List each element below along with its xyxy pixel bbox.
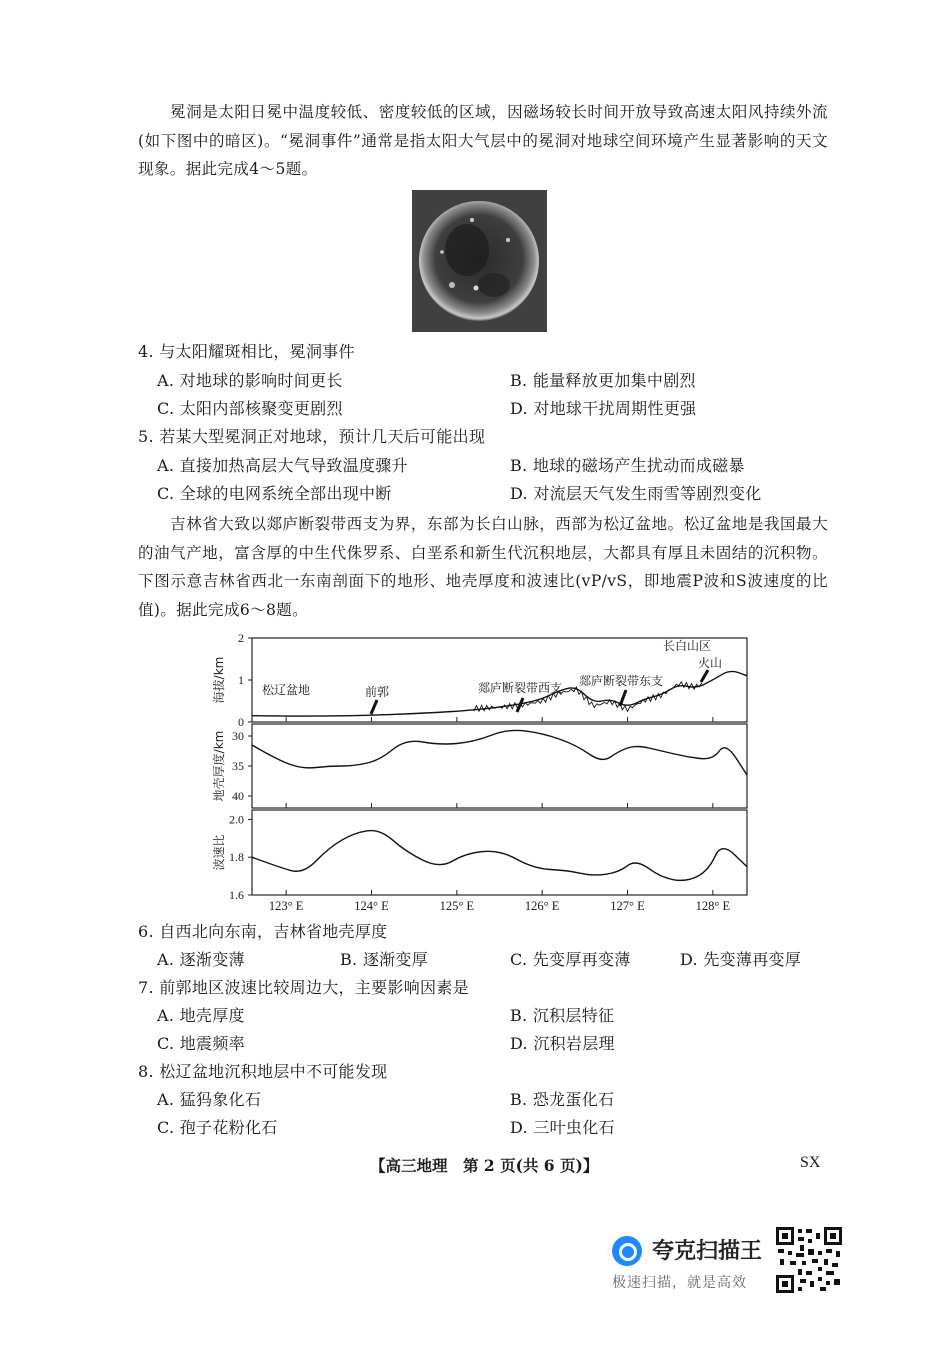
elevation-ytick-label: 0 <box>238 715 244 729</box>
crust_thickness-ytick-label: 40 <box>232 789 244 803</box>
question-6-option-a[interactable]: A. 逐渐变薄 <box>157 950 245 969</box>
question-7-option-c[interactable]: C. 地震频率 <box>157 1034 245 1053</box>
vp_vs_ratio-ytick-label: 1.6 <box>229 888 244 902</box>
annotation-arrow <box>371 700 377 714</box>
question-5-option-b[interactable]: B. 地球的磁场产生扰动而成磁暴 <box>510 456 745 475</box>
elevation-ylabel: 海拔/km <box>212 656 226 704</box>
question-8-stem: 8. 松辽盆地沉积地层中不可能发现 <box>138 1062 388 1081</box>
crust_thickness-ylabel: 地壳厚度/km <box>212 730 226 802</box>
vp_vs_ratio-ytick-label: 1.8 <box>229 850 244 865</box>
elevation-ytick-label: 1 <box>238 673 244 687</box>
crust_thickness-series-line <box>252 730 747 775</box>
question-8-option-c[interactable]: C. 孢子花粉化石 <box>157 1118 278 1137</box>
vp_vs_ratio-ytick-label: 2.0 <box>229 812 244 827</box>
annotation-label: 松辽盆地 <box>262 683 311 697</box>
annotation-arrow <box>701 670 708 682</box>
question-8-option-d[interactable]: D. 三叶虫化石 <box>510 1118 615 1137</box>
passage-coronal-hole <box>138 98 828 184</box>
question-7-option-b[interactable]: B. 沉积层特征 <box>510 1006 615 1025</box>
question-6-option-b[interactable]: B. 逐渐变厚 <box>340 950 429 969</box>
question-6-stem: 6. 自西北向东南，吉林省地壳厚度 <box>138 922 388 941</box>
passage-coronal-hole-text: 冕洞是太阳日冕中温度较低、密度较低的区域，因磁场较长时间开放导致高速太阳风持续外流(如下图中的暗区)。“冕洞事件”通常是指太阳大气层中的冕洞对地球空间环境产生显著影响的天文现象。据此完成4～5题。 <box>138 103 828 178</box>
passage-jilin-text: 吉林省大致以郯庐断裂带西支为界，东部为长白山脉，西部为松辽盆地。松辽盆地是我国最大的油气产地，富含厚的中生代侏罗系、白垩系和新生代沉积地层，大都具有厚且未固结的沉积物。下图示意吉林省西北一东南剖面下的地形、地壳厚度和波速比(vP/vS，即地震P波和S波速度的比值)。据此完成6～8题。 <box>138 515 828 619</box>
question-8-option-a[interactable]: A. 猛犸象化石 <box>157 1090 262 1109</box>
question-4-option-c[interactable]: C. 太阳内部核聚变更剧烈 <box>157 399 343 418</box>
crust_thickness-ytick-label: 30 <box>232 729 244 743</box>
quark-logo-icon <box>612 1236 642 1266</box>
annotation-arrow <box>620 690 626 706</box>
question-5-option-c[interactable]: C. 全球的电网系统全部出现中断 <box>157 484 392 503</box>
question-6-option-c[interactable]: C. 先变厚再变薄 <box>510 950 631 969</box>
passage-jilin <box>138 510 828 624</box>
page-footer: 【高三地理 第 2 页(共 6 页)】 <box>370 1156 599 1175</box>
profile-chart-svg <box>205 630 765 920</box>
annotation-arrow <box>517 698 523 712</box>
x-tick-label: 125° E <box>439 899 475 913</box>
annotation-label: 长白山区 <box>663 639 712 653</box>
coronal-hole-image <box>412 190 547 332</box>
question-5-option-d[interactable]: D. 对流层天气发生雨雪等剧烈变化 <box>510 484 762 503</box>
annotation-label: 郯庐断裂带东支 <box>579 674 664 688</box>
footer-code: SX <box>800 1154 821 1171</box>
question-7-option-a[interactable]: A. 地壳厚度 <box>157 1006 245 1025</box>
elevation-ytick-label: 2 <box>238 631 244 645</box>
annotation-label: 郯庐断裂带西支 <box>478 681 563 695</box>
vp_vs_ratio-ylabel: 波速比 <box>212 834 226 871</box>
question-5-stem: 5. 若某大型冕洞正对地球，预计几天后可能出现 <box>138 427 486 446</box>
x-tick-label: 123° E <box>268 899 304 913</box>
question-4-stem: 4. 与太阳耀斑相比，冕洞事件 <box>138 342 355 361</box>
x-tick-label: 124° E <box>354 899 389 913</box>
question-7-option-d[interactable]: D. 沉积岩层理 <box>510 1034 615 1053</box>
vp_vs_ratio-series-line <box>252 831 747 881</box>
question-4-option-a[interactable]: A. 对地球的影响时间更长 <box>157 371 343 390</box>
question-4-option-d[interactable]: D. 对地球干扰周期性更强 <box>510 399 697 418</box>
question-6-option-d[interactable]: D. 先变薄再变厚 <box>680 950 802 969</box>
watermark-name: 夸克扫描王 <box>652 1239 763 1264</box>
question-4-option-b[interactable]: B. 能量释放更加集中剧烈 <box>510 371 696 390</box>
x-tick-label: 128° E <box>695 899 731 913</box>
profile-chart <box>205 630 765 924</box>
annotation-label: 火山 <box>698 656 723 670</box>
question-7-stem: 7. 前郭地区波速比较周边大，主要影响因素是 <box>138 978 469 997</box>
crust_thickness-ytick-label: 35 <box>232 759 244 773</box>
sun-picture <box>412 190 547 332</box>
watermark-slogan: 极速扫描，就是高效 <box>612 1275 747 1291</box>
annotation-label: 前郭 <box>365 685 390 699</box>
x-tick-label: 126° E <box>524 899 560 913</box>
question-8-option-b[interactable]: B. 恐龙蛋化石 <box>510 1090 615 1109</box>
qr-code-icon[interactable] <box>776 1227 842 1293</box>
x-tick-label: 127° E <box>610 899 645 913</box>
question-5-option-a[interactable]: A. 直接加热高层大气导致温度骤升 <box>157 456 408 475</box>
